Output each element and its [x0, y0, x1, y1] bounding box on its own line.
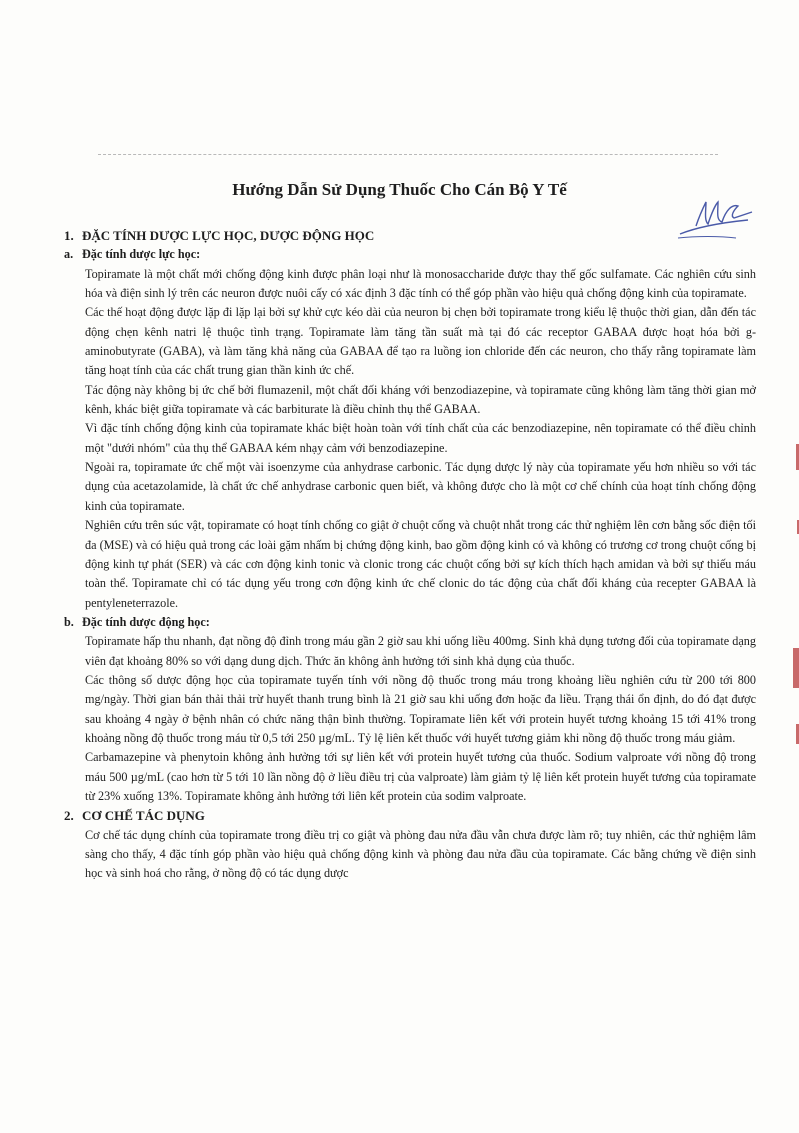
document-body — [64, 226, 756, 884]
paragraph: Ngoài ra, topiramate ức chế một vài isoenzyme của anhydrase carbonic. Tác dụng dược lý này của topiramate yếu hơn nhiều so với tác dụng của acetazolamide, là chất ức chế anhydrase carbonic quen biết, và không được cho là một cơ chế chính của hoạt tính chống động kinh của topiramate. — [85, 460, 756, 513]
paragraph: Các thông số dược động học của topiramate tuyến tính với nồng độ thuốc trong máu trong khoảng liều nghiên cứu từ 200 tới 800 mg/ngày. Thời gian bán thải thải trừ huyết thanh trung bình là 21 giờ sau khi uống đơn hoặc đa liều. Trạng thái ổn định, do đó đạt được sau khoảng 4 ngày ở bệnh nhân có chức năng thận bình thường. Topiramate liên kết với protein huyết tương khoảng 15 tới 41% trong khoảng nồng độ thuốc trong máu từ 0,5 tới 250 µg/mL. Tỷ lệ liên kết thuốc với huyết tương giảm khi nồng độ thuốc trong máu giảm. — [85, 672, 756, 745]
subsection-heading: a. Đặc tính dược lực học: — [64, 247, 201, 262]
page-title: Hướng Dẫn Sử Dụng Thuốc Cho Cán Bộ Y Tế — [232, 180, 567, 199]
paragraph: Cơ chế tác dụng chính của topiramate trong điều trị co giật và phòng đau nửa đầu vẫn chưa được làm rõ; tuy nhiên, các thử nghiệm lâm sàng cho thấy, 4 đặc tính góp phần vào hiệu quả chống động kinh và phòng đau nửa đầu của topiramate. Các bằng chứng về điện sinh học và sinh hoá cho rằng, ở nồng độ có tác dụng dược — [85, 827, 756, 881]
paragraph: Topiramate hấp thu nhanh, đạt nồng độ đỉnh trong máu gần 2 giờ sau khi uống liều 400mg. Sinh khả dụng tương đối của topiramate dạng viên đạt khoảng 80% so với dạng dung dịch. Thức ăn không ảnh hưởng tới sinh khả dụng của thuốc. — [85, 634, 756, 668]
paragraph: Carbamazepine và phenytoin không ảnh hưởng tới sự liên kết với protein huyết tương của thuốc. Sodium valproate với nồng độ trong máu 500 µg/mL (cao hơn từ 5 tới 10 lần nồng độ ở liều điều trị của valproate) làm giảm tỷ lệ liên kết protein huyết tương của topiramate từ 23% xuống 13%. Topiramate không ảnh hưởng tới liên kết protein của sodim valproate. — [85, 750, 756, 803]
paragraph: Topiramate là một chất mới chống động kinh được phân loại như là monosaccharide được thay thế gốc sulfamate. Các nghiên cứu sinh hóa và điện sinh lý trên các neuron được nuôi cấy có xác định 3 đặc tính có thể góp phần vào hiệu quả chống động kinh của topiramate. — [85, 266, 756, 301]
paragraph: Vì đặc tính chống động kinh của topiramate khác biệt hoàn toàn với tính chất của các benzodiazepine, nên topiramate có thể điều chỉnh một "dưới nhóm" của thụ thể GABAA kém nhạy cảm với benzodiazepine. — [85, 421, 756, 455]
section-heading: 1. ĐẶC TÍNH DƯỢC LỰC HỌC, DƯỢC ĐỘNG HỌC — [64, 228, 375, 243]
header-rule — [98, 154, 718, 155]
section-heading: 2. CƠ CHẾ TÁC DỤNG — [64, 808, 205, 824]
paragraph: Tác động này không bị ức chế bởi flumazenil, một chất đối kháng với benzodiazepine, và topiramate cũng không làm tăng thời gian mở kênh, khác biệt giữa topiramate và các barbiturate là điều chỉnh thụ thể GABAA. — [85, 382, 756, 417]
page-edge-mark — [793, 648, 799, 688]
paragraph: Các thế hoạt động được lặp đi lặp lại bởi sự khử cực kéo dài của neuron bị chẹn bởi topiramate trong kiểu lệ thuộc thời gian, dẫn đến tác động chẹn kênh natri lệ thuộc tình trạng. Topiramate làm tăng tần suất mà tại đó các receptor GABAA được hoạt hóa bởi g-aminobutyrate (GABA), và làm tăng khả năng của GABAA để tạo ra luồng ion chloride đến các neuron, cho thấy rằng topiramate làm tăng hoạt tính của các chất trung gian thần kinh ức chế. — [85, 305, 756, 378]
paragraph: Nghiên cứu trên súc vật, topiramate có hoạt tính chống co giật ở chuột cống và chuột nhắt trong các thử nghiệm lên cơn bằng sốc điện tối đa (MSE) và có hiệu quả trong các loài gặm nhấm bị chứng động kinh, bao gồm động kinh có và không có trương cơ trong chuột cống bị động kinh tự phát (SER) và các cơn động kinh tonic và clonic trong các chuột cống bởi sự kích thích hạch amidan và bởi sự thiếu máu toàn thể. Topiramate chỉ có tác dụng yếu trong cơn động kinh ức chế clonic do tác động của chất đối kháng của recepter GABAA là pentyleneterrazole. — [85, 518, 756, 610]
subsection-heading: b. Đặc tính dược động học: — [64, 614, 210, 629]
